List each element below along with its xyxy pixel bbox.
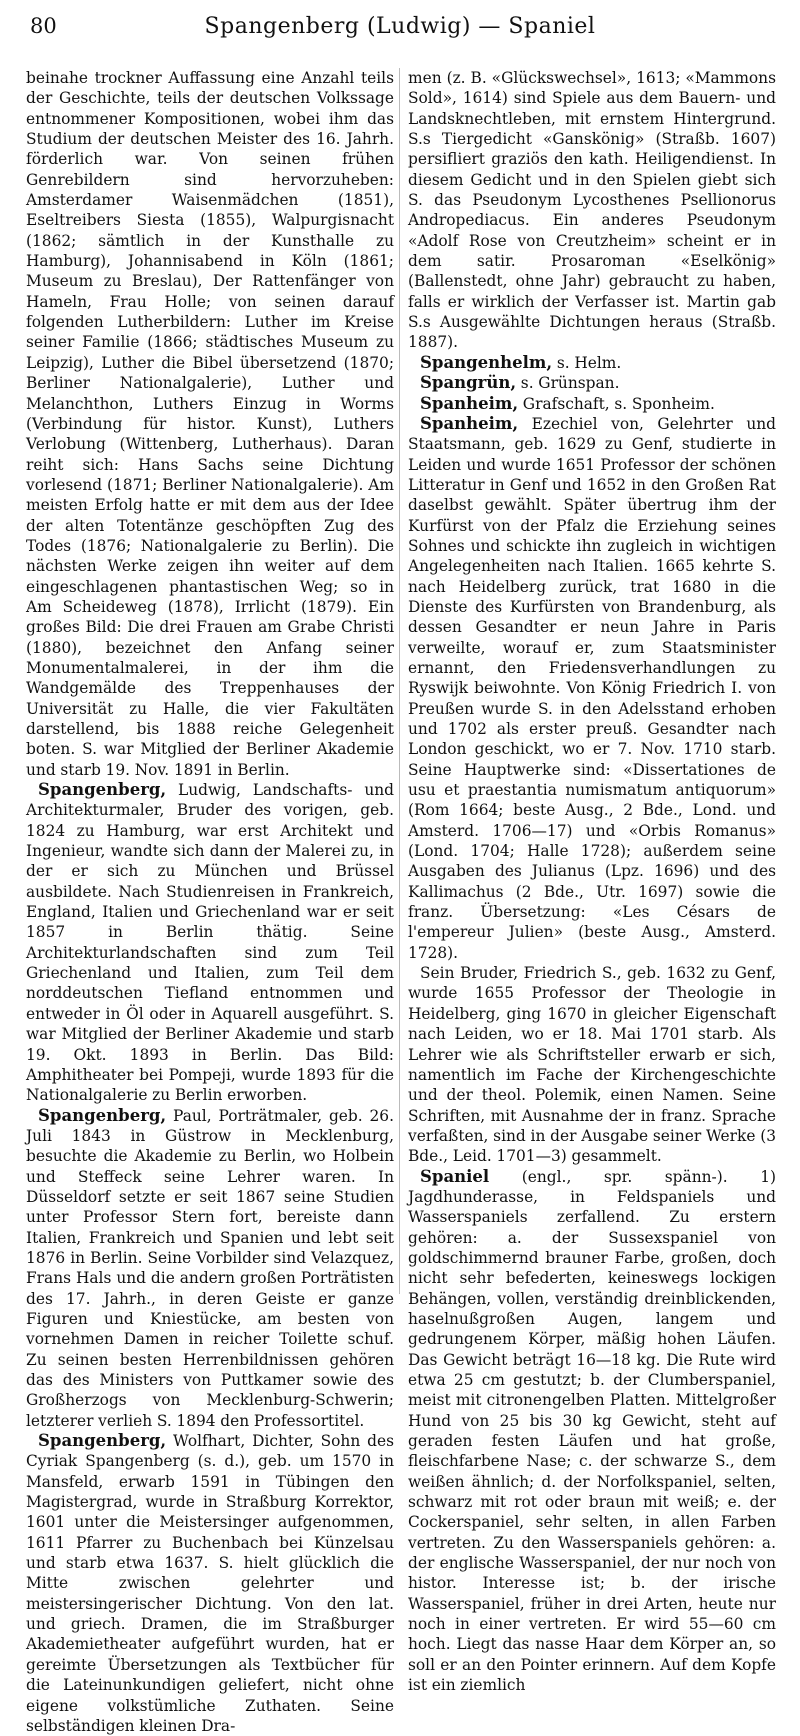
entry-spangenberg-wolfhart xyxy=(26,1431,394,1736)
entry-headword: Spanheim, xyxy=(420,393,519,413)
entry-headword: Spangrün, xyxy=(420,373,517,393)
entry-spangenberg-ludwig xyxy=(26,780,394,1106)
column-divider xyxy=(399,68,400,1294)
entry-text: Wolfhart, Dichter, Sohn des Cyriak Spangenberg (s. d.), geb. um 1570 in Mansfeld, erwarb 1591 in Tübingen den Magistergrad, wurde in Straßburg Korrektor, 1601 unter die Meistersinger aufgenommen, 1611 Pfarrer zu Buchenbach bei Künzelsau und starb etwa 1637. S. hielt glücklich die Mitte zwischen gelehrter und meistersingerischer Dichtung. Von den lat. und griech. Dramen, die im Straßburger Akademietheater aufgeführt wurden, hat er gereimte Übersetzungen als Textbücher für die Lateinunkundigen geliefert, nicht ohne eigene volkstümliche Zuthaten. Seine selbständigen kleinen Dra- xyxy=(26,1432,394,1735)
entry-text: s. Helm. xyxy=(552,353,622,372)
entry-headword: Spanheim, xyxy=(420,413,519,433)
entry-headword: Spangenberg, xyxy=(38,1431,167,1451)
entry-spangenberg-paul xyxy=(26,1106,394,1432)
entry-spanheim-ezechiel xyxy=(408,414,776,963)
entry-headword: Spangenhelm, xyxy=(420,352,553,372)
entry-spangruen xyxy=(408,373,776,393)
entry-text: Paul, Porträtmaler, geb. 26. Juli 1843 in Güstrow in Mecklenburg, besuchte die Akademie zu Berlin, wo Holbein und Steffeck seine Lehrer waren. In Düsseldorf setzte er seit 1867 seine Studien unter Professor Stern fort, bereiste dann Italien, Frankreich und Spanien und lebt seit 1876 in Berlin. Seine Vorbilder sind Velazquez, Frans Hals und die andern großen Porträtisten des 17. Jahrh., in deren Geiste er ganze Figuren und Kniestücke, am besten von vornehmen Damen in reicher Toilette schuf. Zu seinen besten Herrenbildnissen gehören das des Ministers von Puttkamer sowie des Großherzogs von Mecklenburg-Schwerin; letzterer verlieh S. 1894 den Professortitel. xyxy=(26,1106,394,1430)
entry-text: Ezechiel von, Gelehrter und Staatsmann, geb. 1629 zu Genf, studierte in Leiden und wurde 1651 Professor der schönen Litteratur in Genf und 1652 in den Großen Rat daselbst gewählt. Später übertrug ihm der Kurfürst von der Pfalz die Erziehung seines Sohnes und schickte ihn zugleich in wichtigen Angelegenheiten nach Italien. 1665 kehrte S. nach Heidelberg zurück, trat 1680 in die Dienste des Kurfürsten von Brandenburg, als dessen Gesandter er neun Jahre in Paris verweilte, worauf er, zum Staatsminister ernannt, den Friedensverhandlungen zu Ryswijk beiwohnte. Von König Friedrich I. von Preußen wurde S. in den Adelsstand erhoben und 1702 als erster preuß. Gesandter nach London geschickt, wo er 7. Nov. 1710 starb. Seine Hauptwerke sind: «Dissertationes de usu et praestantia numismatum antiquorum» (Rom 1664; beste Ausg., 2 Bde., Lond. und Amsterd. 1706—17) und «Orbis Romanus» (Lond. 1704; Halle 1728); außerdem seine Ausgaben des Julianus (Lpz. 1696) und des Kallimachus (2 Bde., Utr. 1697) sowie die franz. Übersetzung: «Les Césars de l'empereur Julien» (beste Ausg., Amsterd. 1728). xyxy=(408,414,776,962)
entry-headword: Spaniel xyxy=(420,1166,490,1186)
entry-headword: Spangenberg, xyxy=(38,1105,167,1125)
continued-paragraph: beinahe trockner Auffassung eine Anzahl teils der Geschichte, teils der deutschen Volkssage entnommener Kompositionen, wobei ihm das Studium der deutschen Meister des 16. Jahrh. förderlich war. Von seinen frühen Genrebildern sind hervorzuheben: Amsterdamer Waisenmädchen (1851), Eseltreibers Siesta (1855), Walpurgisnacht (1862; sämtlich in der Kunsthalle zu Hamburg), Johannisabend in Köln (1861; Museum zu Breslau), Der Rattenfänger von Hameln, Frau Holle; von seinen darauf folgenden Lutherbildern: Luther im Kreise seiner Familie (1866; städtisches Museum zu Leipzig), Luther die Bibel übersetzend (1870; Berliner Nationalgalerie), Luther und Melanchthon, Luthers Einzug in Worms (Verbindung für histor. Kunst), Luthers Verlobung (Wittenberg, Lutherhaus). Daran reiht sich: Hans Sachs seine Dichtung vorlesend (1871; Berliner Nationalgalerie). Am meisten Erfolg hatte er mit dem aus der Idee der alten Totentänze geschöpften Zug des Todes (1876; Nationalgalerie zu Berlin). Die nächsten Werke zeigen ihn weiter auf dem eingeschlagenen phantastischen Weg; so in Am Scheideweg (1878), Irrlicht (1879). Ein großes Bild: Die drei Frauen am Grabe Christi (1880), bezeichnet den Anfang seiner Monumentalmalerei, in der ihm die Wandgemälde des Treppenhauses der Universität zu Halle, die vier Fakultäten darstellend, bis 1888 reiche Gelegenheit boten. S. war Mitglied der Berliner Akademie und starb 19. Nov. 1891 in Berlin. xyxy=(26,69,394,779)
entry-spaniel xyxy=(408,1167,776,1696)
left-column xyxy=(26,68,394,1736)
paragraph-friedrich-spanheim: Sein Bruder, Friedrich S., geb. 1632 zu Genf, wurde 1655 Professor der Theologie in Heidelberg, ging 1670 in gleicher Eigenschaft nach Leiden, wo er 18. Mai 1701 starb. Als Lehrer wie als Schriftsteller erwarb er sich, namentlich im Fache der Kirchengeschichte und der theol. Polemik, einen Namen. Seine Schriften, mit Ausnahme der in franz. Sprache verfaßten, sind in der Ausgabe seiner Werke (3 Bde., Leid. 1701—3) gesammelt. xyxy=(408,964,776,1166)
entry-text: Ludwig, Landschafts- und Architekturmaler, Bruder des vorigen, geb. 1824 zu Hamburg, war erst Architekt und Ingenieur, wandte sich dann der Malerei zu, in der er sich zu München und Brüssel ausbildete. Nach Studienreisen in Frankreich, England, Italien und Griechenland war er seit 1857 in Berlin thätig. Seine Architekturlandschaften sind zum Teil Griechenland und Italien, zum Teil dem norddeutschen Tiefland entnommen und entweder in Öl oder in Aquarell ausgeführt. S. war Mitglied der Berliner Akademie und starb 19. Okt. 1893 in Berlin. Das Bild: Amphitheater bei Pompeji, wurde 1893 für die Nationalgalerie zu Berlin erworben. xyxy=(26,781,394,1105)
page-number: 80 xyxy=(30,14,57,38)
entry-spanheim-grafschaft xyxy=(408,394,776,414)
entry-headword: Spangenberg, xyxy=(38,780,167,800)
running-title: Spangenberg (Ludwig) — Spaniel xyxy=(204,14,596,39)
right-column xyxy=(408,68,776,1696)
entry-spangenhelm xyxy=(408,353,776,373)
page-header xyxy=(22,6,778,50)
entry-text: s. Grünspan. xyxy=(516,374,620,393)
continued-paragraph: men (z. B. «Glückswechsel», 1613; «Mammons Sold», 1614) sind Spiele aus dem Bauern- und Landsknechtleben, mit ernstem Hintergrund. S.s Tiergedicht «Ganskönig» (Straßb. 1607) persifliert graziös den kath. Heiligendienst. In diesem Gedicht und in den Spielen giebt sich S. das Pseudonym Lycosthenes Psellionorus Andropediacus. Ein anderes Pseudonym «Adolf Rose von Creutzheim» scheint er in dem satir. Prosaroman «Eselkönig» (Ballenstedt, ohne Jahr) gebraucht zu haben, falls er wirklich der Verfasser ist. Martin gab S.s Ausgewählte Dichtungen heraus (Straßb. 1887). xyxy=(408,69,776,352)
entry-text: Grafschaft, s. Sponheim. xyxy=(518,394,715,413)
entry-text: (engl., spr. spänn-). 1) Jagdhunderasse, in Feldspaniels und Wasserspaniels zerfallend. Zu erstern gehören: a. der Sussexspaniel von goldschimmernd brauner Farbe, großen, doch nicht sehr befederten, keineswegs lockigen Behängen, vollen, verständig dreinblickenden, haselnußgroßen Augen, langem und gedrungenem Körper, mäßig hohen Läufen. Das Gewicht beträgt 16—18 kg. Die Rute wird etwa 25 cm gestutzt; b. der Clumberspaniel, meist mit citronengelben Platten. Mittelgroßer Hund von 25 bis 30 kg Gewicht, steht auf geraden festen Läufen und hat große, fleischfarbene Nase; c. der schwarze S., dem weißen ähnlich; d. der Norfolkspaniel, selten, schwarz mit rot oder braun mit weiß; e. der Cockerspaniel, sehr selten, in allen Farben vertreten. Zu den Wasserspaniels gehören: a. der englische Wasserspaniel, der nur noch von histor. Interesse ist; b. der irische Wasserspaniel, früher in drei Arten, heute nur noch in einer vertreten. Er wird 55—60 cm hoch. Liegt das nasse Haar dem Körper an, so soll er an den Pointer erinnern. Auf dem Kopfe ist ein ziemlich xyxy=(408,1167,776,1695)
